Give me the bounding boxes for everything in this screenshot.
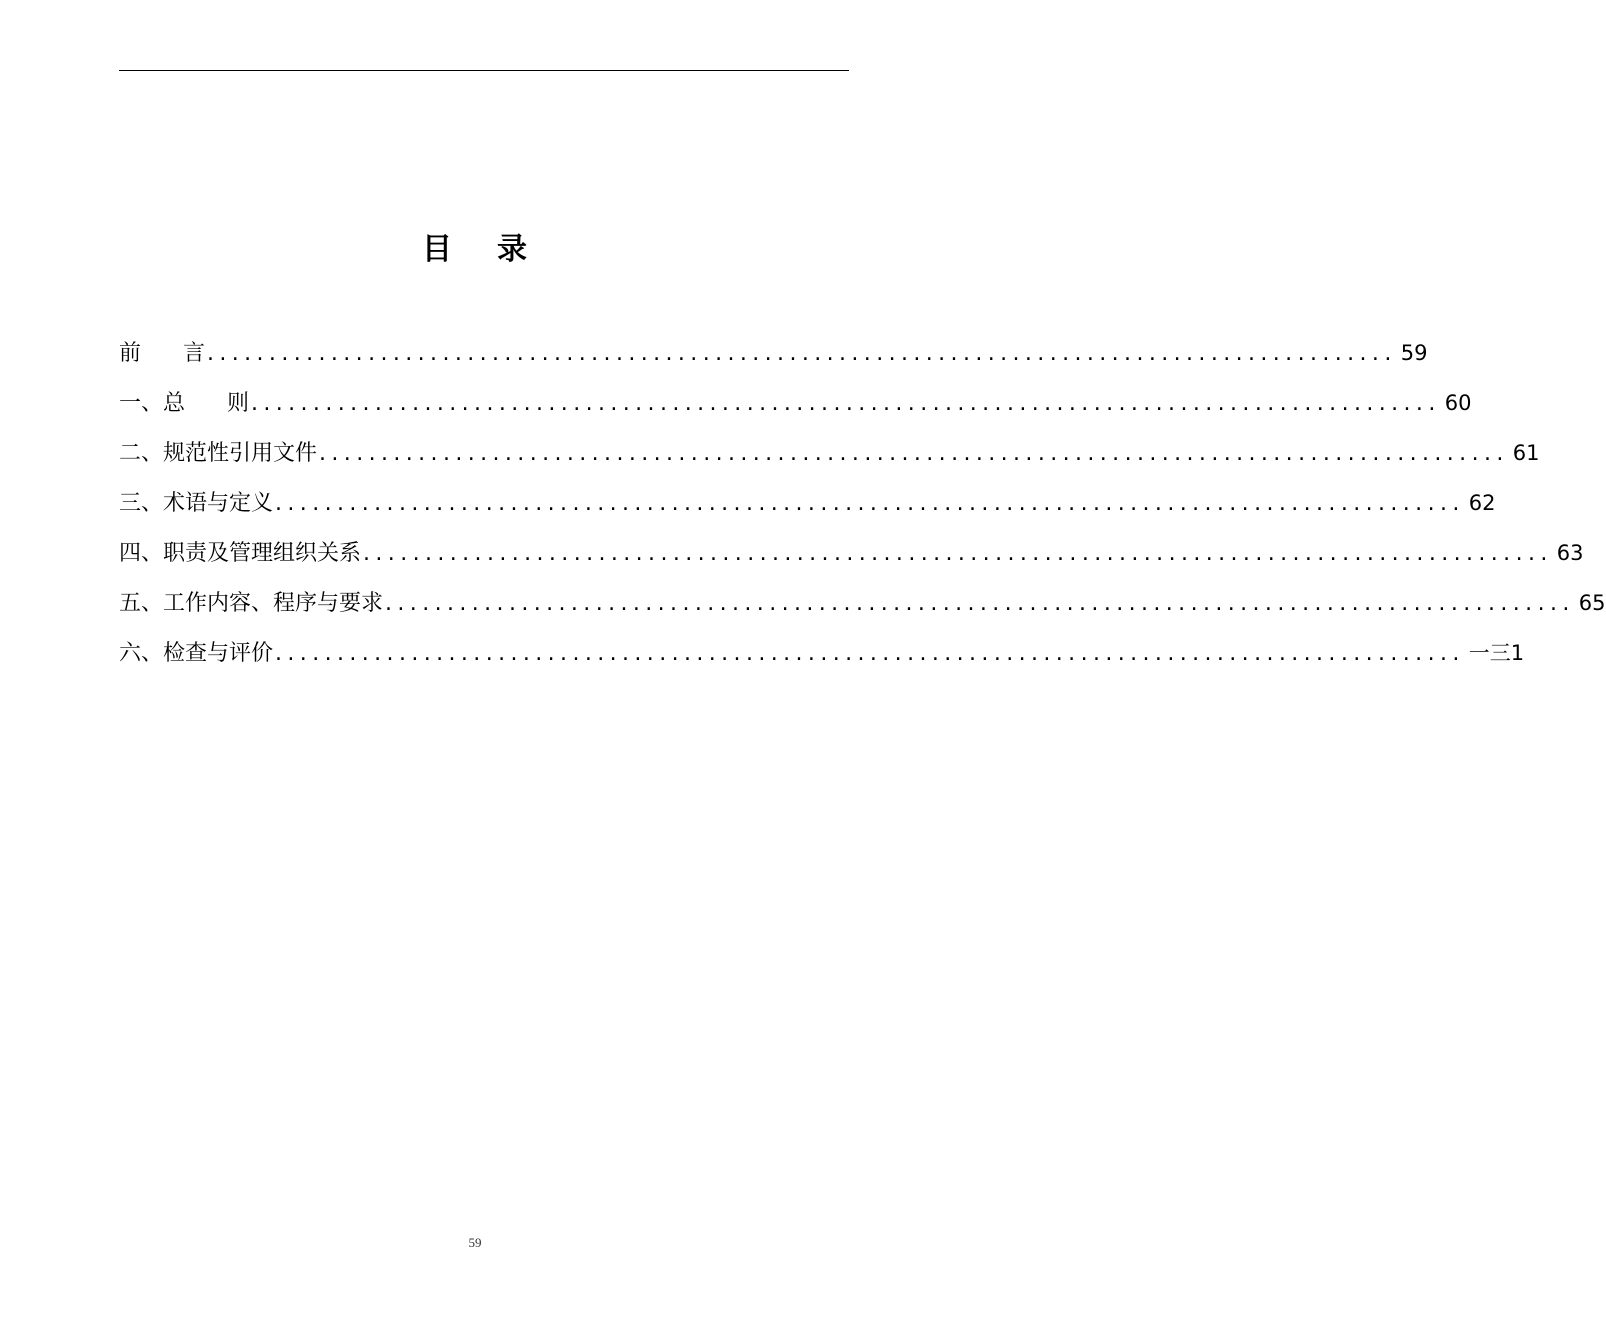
toc-dot-leader: ................................................................................................: [385, 591, 1575, 616]
toc-dot-leader: ................................................................................................: [206, 341, 1397, 366]
toc-entry-page: 59: [1400, 341, 1428, 365]
toc-entry-label: 前 言: [119, 341, 205, 366]
toc-entry-label: 六、检查与评价: [119, 641, 274, 666]
toc-entry-page: 61: [1512, 441, 1540, 465]
toc-list: [119, 328, 1606, 678]
toc-entry-page: 62: [1468, 491, 1496, 515]
toc-entry-label: 四、职责及管理组织关系: [119, 541, 362, 566]
toc-entry-responsibilities[interactable]: [119, 528, 1584, 578]
toc-entry-page: 60: [1444, 391, 1472, 415]
toc-entry-label: 三、术语与定义: [119, 491, 274, 516]
toc-dot-leader: ................................................................................................: [275, 491, 1465, 516]
header-rule: [119, 70, 849, 71]
toc-entry-general[interactable]: [119, 378, 1472, 428]
toc-entry-work-content[interactable]: [119, 578, 1606, 628]
toc-dot-leader: ................................................................................................: [275, 641, 1465, 666]
toc-entry-terms-definitions[interactable]: [119, 478, 1496, 528]
toc-dot-leader: ................................................................................................: [363, 541, 1553, 566]
page-number: 59: [468, 1235, 482, 1250]
toc-entry-page: 一三1: [1468, 641, 1525, 665]
toc-title: [0, 228, 950, 272]
toc-title-char-2: 录: [497, 232, 528, 267]
toc-dot-leader: ................................................................................................: [319, 441, 1509, 466]
toc-entry-inspection-evaluation[interactable]: [119, 628, 1525, 678]
toc-entry-label: 五、工作内容、程序与要求: [119, 591, 384, 616]
toc-entry-preface[interactable]: [119, 328, 1428, 378]
toc-title-char-1: 目: [422, 232, 453, 267]
toc-entry-page: 65: [1578, 591, 1606, 615]
toc-entry-normative-references[interactable]: [119, 428, 1540, 478]
toc-dot-leader: ................................................................................................: [250, 391, 1441, 416]
toc-entry-page: 63: [1556, 541, 1584, 565]
toc-entry-label: 一、总 则: [119, 391, 249, 416]
toc-entry-label: 二、规范性引用文件: [119, 441, 318, 466]
